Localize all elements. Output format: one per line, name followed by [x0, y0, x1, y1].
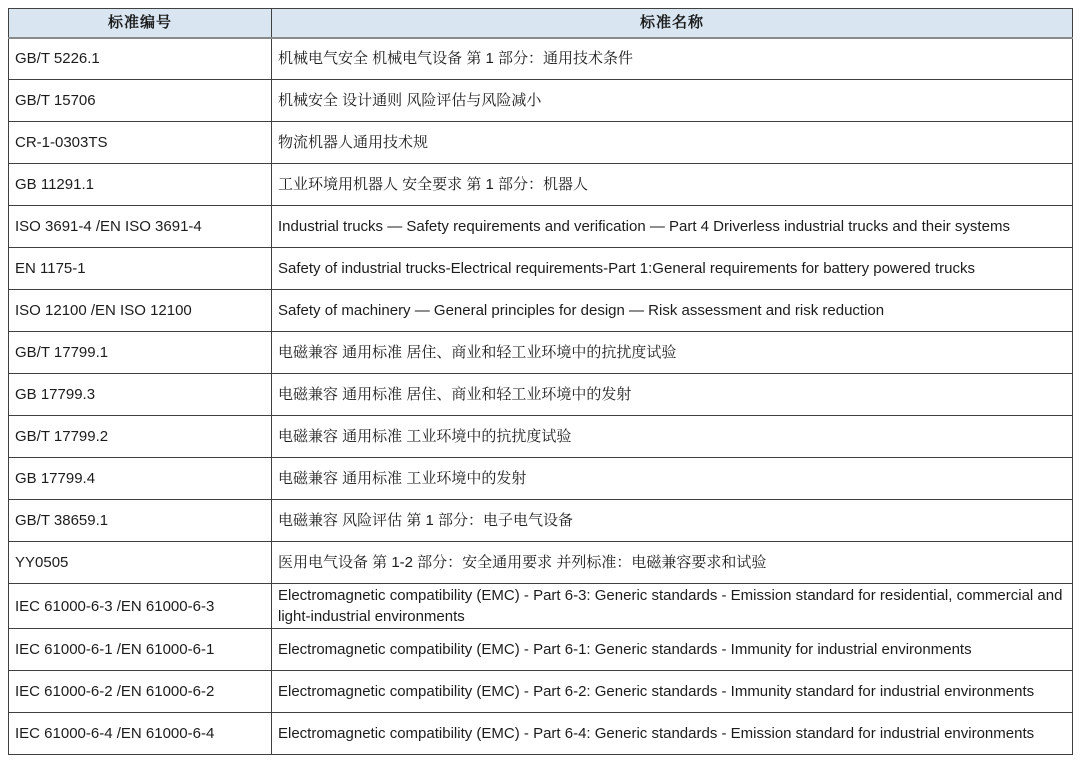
standard-code-cell: GB/T 17799.2 — [9, 416, 272, 458]
standard-code-cell: CR-1-0303TS — [9, 122, 272, 164]
standard-name-cell: 机械电气安全 机械电气设备 第 1 部分：通用技术条件 — [272, 38, 1073, 80]
table-row — [9, 629, 1073, 671]
standard-name-cell: 医用电气设备 第 1-2 部分：安全通用要求 并列标准：电磁兼容要求和试验 — [272, 542, 1073, 584]
standard-name-cell: Electromagnetic compatibility (EMC) - Part 6-1: Generic standards - Immunity for industrial environments — [272, 629, 1073, 671]
standard-name-cell: Electromagnetic compatibility (EMC) - Part 6-4: Generic standards - Emission standard for industrial environments — [272, 713, 1073, 755]
table-row — [9, 206, 1073, 248]
table-row — [9, 416, 1073, 458]
table-row — [9, 290, 1073, 332]
standard-name-cell: 电磁兼容 通用标准 工业环境中的抗扰度试验 — [272, 416, 1073, 458]
standard-code-cell: ISO 3691-4 /EN ISO 3691-4 — [9, 206, 272, 248]
standard-name-cell: 物流机器人通用技术规 — [272, 122, 1073, 164]
table-row — [9, 374, 1073, 416]
standard-code-cell: GB/T 15706 — [9, 80, 272, 122]
header-row — [9, 9, 1073, 38]
standard-code-cell: IEC 61000-6-1 /EN 61000-6-1 — [9, 629, 272, 671]
table-row — [9, 584, 1073, 629]
standard-name-cell: Safety of machinery — General principles for design — Risk assessment and risk reduction — [272, 290, 1073, 332]
standard-code-cell: GB/T 38659.1 — [9, 500, 272, 542]
table-row — [9, 80, 1073, 122]
standard-name-cell: Safety of industrial trucks-Electrical requirements-Part 1:General requirements for battery powered trucks — [272, 248, 1073, 290]
table-row — [9, 500, 1073, 542]
standards-table-container — [8, 8, 1073, 755]
table-row — [9, 542, 1073, 584]
table-row — [9, 332, 1073, 374]
standard-code-cell: IEC 61000-6-2 /EN 61000-6-2 — [9, 671, 272, 713]
standard-code-cell: GB 17799.3 — [9, 374, 272, 416]
standard-code-cell: IEC 61000-6-3 /EN 61000-6-3 — [9, 584, 272, 629]
table-header — [9, 9, 1073, 38]
standard-name-cell: 电磁兼容 通用标准 居住、商业和轻工业环境中的发射 — [272, 374, 1073, 416]
standard-name-cell: 工业环境用机器人 安全要求 第 1 部分：机器人 — [272, 164, 1073, 206]
table-row — [9, 248, 1073, 290]
table-row — [9, 164, 1073, 206]
standard-code-cell: EN 1175-1 — [9, 248, 272, 290]
column-header-standard-code: 标准编号 — [9, 9, 272, 38]
standard-name-cell: Electromagnetic compatibility (EMC) - Part 6-2: Generic standards - Immunity standard for industrial environments — [272, 671, 1073, 713]
standards-table — [8, 8, 1073, 755]
standard-name-cell: 电磁兼容 通用标准 工业环境中的发射 — [272, 458, 1073, 500]
table-row — [9, 671, 1073, 713]
column-header-standard-name: 标准名称 — [272, 9, 1073, 38]
standard-name-cell: 机械安全 设计通则 风险评估与风险减小 — [272, 80, 1073, 122]
standard-code-cell: GB/T 5226.1 — [9, 38, 272, 80]
standard-name-cell: 电磁兼容 通用标准 居住、商业和轻工业环境中的抗扰度试验 — [272, 332, 1073, 374]
standard-name-cell: Industrial trucks — Safety requirements and verification — Part 4 Driverless industrial trucks and their systems — [272, 206, 1073, 248]
table-row — [9, 713, 1073, 755]
table-row — [9, 38, 1073, 80]
standards-table-body — [9, 38, 1073, 755]
standard-code-cell: GB 17799.4 — [9, 458, 272, 500]
standard-code-cell: GB 11291.1 — [9, 164, 272, 206]
standard-code-cell: GB/T 17799.1 — [9, 332, 272, 374]
standard-code-cell: ISO 12100 /EN ISO 12100 — [9, 290, 272, 332]
standard-name-cell: Electromagnetic compatibility (EMC) - Part 6-3: Generic standards - Emission standard for residential, commercial and light-industrial environments — [272, 584, 1073, 629]
standard-code-cell: YY0505 — [9, 542, 272, 584]
standard-code-cell: IEC 61000-6-4 /EN 61000-6-4 — [9, 713, 272, 755]
standard-name-cell: 电磁兼容 风险评估 第 1 部分：电子电气设备 — [272, 500, 1073, 542]
table-row — [9, 122, 1073, 164]
table-row — [9, 458, 1073, 500]
